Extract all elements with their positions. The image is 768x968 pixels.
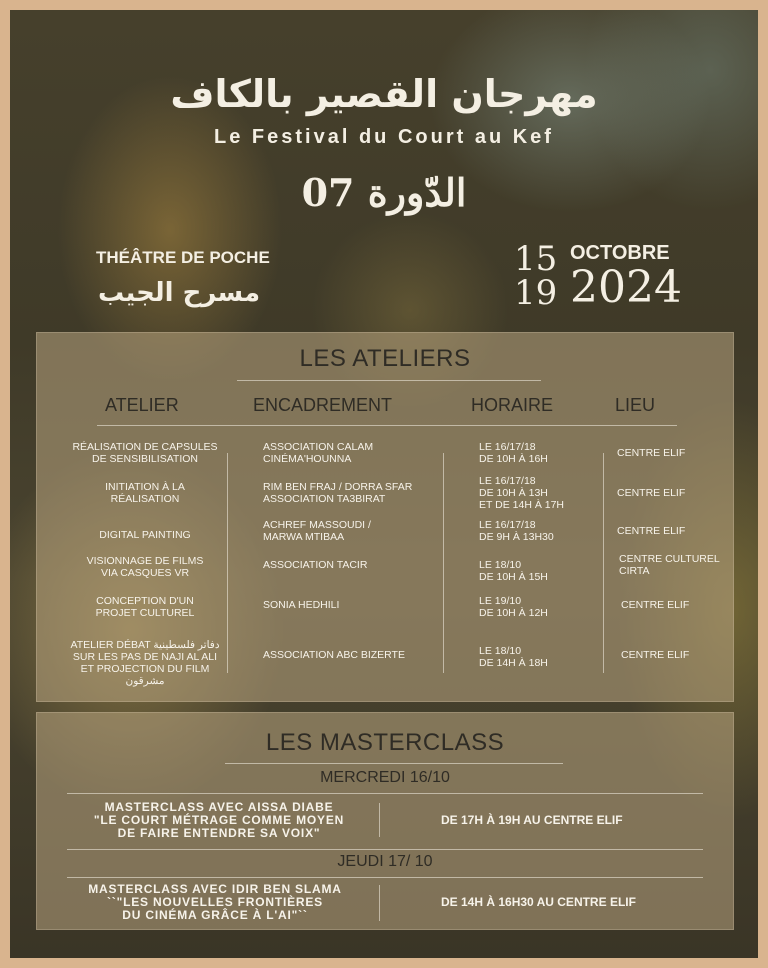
horaire-cell: LE 16/17/18 DE 9H À 13H30 — [479, 519, 554, 543]
encadrement-cell: ASSOCIATION TACIR — [263, 559, 368, 571]
horaire-cell: LE 16/17/18 DE 10H À 16H — [479, 441, 548, 465]
venue-name-arabic: مسرح الجيب — [98, 278, 261, 308]
lieu-cell: CENTRE ELIF — [617, 447, 686, 459]
day-start: 15 — [514, 239, 558, 279]
festival-month: OCTOBRE — [570, 242, 670, 264]
atelier-cell: RÉALISATION DE CAPSULES DE SENSIBILISATION — [72, 441, 218, 465]
column-divider-3 — [603, 453, 604, 673]
day-divider — [67, 877, 703, 878]
column-header-horaire: HORAIRE — [471, 395, 554, 415]
day-end: 19 — [514, 273, 558, 313]
horaire-cell: LE 18/10 DE 10H À 15H — [479, 559, 548, 583]
atelier-cell: VISIONNAGE DE FILMS VIA CASQUES VR — [86, 555, 204, 579]
ateliers-title-divider — [237, 380, 541, 381]
encadrement-cell: ASSOCIATION CALAM CINÉMA'HOUNNA — [263, 441, 374, 465]
horaire-cell: LE 18/10 DE 14H À 18H — [479, 645, 548, 669]
lieu-cell: CENTRE ELIF — [621, 599, 690, 611]
column-header-atelier: ATELIER — [105, 395, 179, 415]
column-divider-2 — [443, 453, 444, 673]
edition-label: الدّورة 07 — [301, 170, 467, 215]
day-divider — [67, 793, 703, 794]
masterclass-panel — [36, 712, 734, 930]
header-divider — [97, 425, 677, 426]
masterclass-time: DE 17H À 19H AU CENTRE ELIF — [441, 813, 623, 827]
festival-year: 2024 — [570, 262, 682, 313]
festival-title-arabic: مهرجان القصير بالكاف — [170, 72, 598, 116]
horaire-cell: LE 19/10 DE 10H À 12H — [479, 595, 548, 619]
lieu-cell: CENTRE ELIF — [617, 487, 686, 499]
column-header-lieu: LIEU — [615, 395, 656, 415]
ateliers-panel — [36, 332, 734, 702]
masterclass-day: JEUDI 17/ 10 — [337, 853, 433, 870]
lieu-cell: CENTRE ELIF — [621, 649, 690, 661]
atelier-cell: ATELIER DÉBAT دفاتر فلسطينية SUR LES PAS DE NAJI AL ALI ET PROJECTION DU FILM مشرقون — [70, 639, 220, 687]
atelier-cell: CONCEPTION D'UN PROJET CULTUREL — [95, 595, 195, 619]
lieu-cell: CENTRE ELIF — [617, 525, 686, 537]
day-divider — [67, 849, 703, 850]
encadrement-cell: ACHREF MASSOUDI / MARWA MTIBAA — [263, 519, 371, 543]
masterclass-title-divider — [225, 763, 563, 764]
encadrement-cell: RIM BEN FRAJ / DORRA SFAR ASSOCIATION TA3BIRAT — [263, 481, 413, 505]
column-header-encadrement: ENCADREMENT — [253, 395, 393, 415]
masterclass-divider — [379, 803, 380, 837]
masterclass-divider — [379, 885, 380, 921]
festival-days — [514, 239, 558, 313]
festival-poster — [10, 10, 758, 958]
ateliers-title: LES ATELIERS — [299, 345, 471, 372]
encadrement-cell: ASSOCIATION ABC BIZERTE — [263, 649, 405, 661]
masterclass-title: LES MASTERCLASS — [265, 729, 505, 756]
masterclass-description: MASTERCLASS AVEC AISSA DIABE "LE COURT MÉTRAGE COMME MOYEN DE FAIRE ENTENDRE SA VOIX" — [93, 800, 345, 840]
atelier-cell: INITIATION À LA RÉALISATION — [105, 481, 185, 505]
masterclass-day: MERCREDI 16/10 — [320, 769, 450, 786]
masterclass-description: MASTERCLASS AVEC IDIR BEN SLAMA ``"LES NOUVELLES FRONTIÈRES DU CINÉMA GRÂCE À L'AI"`` — [88, 882, 342, 922]
atelier-cell: DIGITAL PAINTING — [99, 529, 191, 541]
festival-title-french: Le Festival du Court au Kef — [214, 126, 554, 148]
masterclass-time: DE 14H À 16H30 AU CENTRE ELIF — [441, 895, 636, 909]
lieu-cell: CENTRE CULTUREL CIRTA — [619, 553, 720, 577]
encadrement-cell: SONIA HEDHILI — [263, 599, 340, 611]
horaire-cell: LE 16/17/18 DE 10H À 13H ET DE 14H À 17H — [479, 475, 565, 511]
venue-name-french: THÉÂTRE DE POCHE — [96, 248, 270, 267]
